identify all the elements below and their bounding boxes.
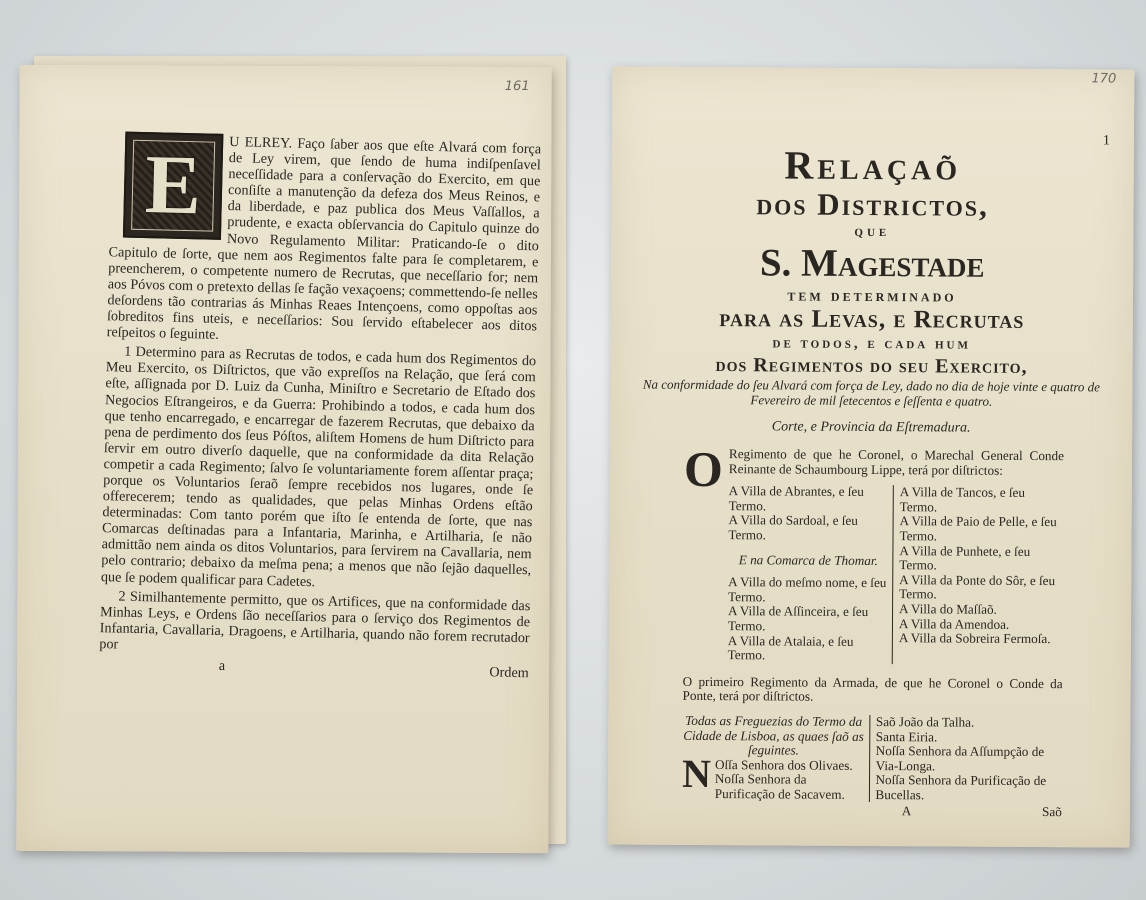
district-columns-1 xyxy=(728,484,1064,665)
large-initial: N xyxy=(681,750,712,796)
title-line-4: S. Magestade xyxy=(759,241,985,286)
catchword: Ordem xyxy=(489,664,529,682)
subheading: E na Comarca de Thomar. xyxy=(738,551,878,568)
list-item: Noſſa Senhora da Purificação de Bucellas. xyxy=(875,772,1047,803)
district-column-left xyxy=(682,714,869,803)
section-heading: Corte, e Provincia da Eſtremadura. xyxy=(771,419,971,436)
page-number: 1 xyxy=(1102,133,1110,149)
district-columns-2 xyxy=(682,714,1063,804)
title-line-6: para as Levas, e Recrutas xyxy=(719,305,1025,334)
signature-mark: a xyxy=(218,657,226,675)
list-item: A Villa de Abrantes, e ſeu Termo. xyxy=(728,483,864,514)
catchword: Saõ xyxy=(1042,804,1062,820)
second-regiment: O primeiro Regimento da Armada, de que he Coronel o Conde da Ponte, terá por diſtrictos. xyxy=(682,673,1063,704)
initial-letter: E xyxy=(144,138,203,233)
list-item: A Villa de Paio de Pelle, e ſeu Termo. xyxy=(899,513,1057,544)
district-column-right xyxy=(892,485,1064,665)
left-page-text xyxy=(99,131,542,681)
ornamental-initial xyxy=(123,132,223,240)
list-item: A Villa do meſmo nome, e ſeu Termo. xyxy=(728,574,887,605)
column-heading: Todas as Freguezias do Termo da Cidade de Lisboa, as quaes ſaõ as ſeguintes. xyxy=(683,712,864,758)
paragraph-2: 2 Similhantemente permitto, que os Artifices, que na conformidade das Minhas Leys, e Ordens ſão neceſſarios para o ſerviço dos Regimentos de Infantaria, Cavallaria, Dragoens, e Artilharia, quando não forem recrutador por xyxy=(99,588,531,653)
list-item: Saõ João da Talha. xyxy=(875,713,975,730)
list-item: A Villa de Aſſinceira, e ſeu Termo. xyxy=(727,603,869,634)
folio-number: 170 xyxy=(1091,71,1117,87)
folio-number: 161 xyxy=(504,78,530,95)
catchword-line xyxy=(682,803,1062,820)
title-line-7: de todos, e cada hum xyxy=(772,335,971,353)
title-line-3: que xyxy=(854,223,891,241)
first-regiment xyxy=(683,440,1065,498)
subtitle: Na conformidade do ſeu Alvará com força de Ley, dado no dia de hoje vinte e quatro de Fevereiro de mil ſetecentos e ſeſſenta e quatro. xyxy=(642,376,1101,409)
list-item: A Villa de Atalaia, e ſeu Termo. xyxy=(727,632,854,663)
title-line-8: dos Regimentos do seu Exercito, xyxy=(715,354,1028,378)
list-item: A Villa da Ponte do Sôr, e ſeu Termo. xyxy=(899,571,1056,602)
title-line-1: Relaçaõ xyxy=(784,142,962,189)
list-item: Noſſa Senhora da Aſſumpção de Via-Longa. xyxy=(875,743,1045,774)
signature-mark: A xyxy=(901,803,912,819)
large-initial: O xyxy=(683,440,724,498)
title-block xyxy=(610,142,1134,437)
list-item: Santa Eiria. xyxy=(875,728,938,744)
list-item: A Villa do Sardoal, e ſeu Termo. xyxy=(728,512,858,543)
title-line-2: dos Districtos, xyxy=(756,186,989,223)
first-regiment-text: Regimento de que he Coronel, o Marechal General Conde Reinante de Schaumbourg Lippe, terá por diſtrictos: xyxy=(728,446,1065,478)
opening-paragraph: U ELREY. Faço ſaber aos que eſte Alvará com força de Ley virem, que ſendo de huma indiſpenſavel neceſſidade para a conſervação do Exercito, em que conſiſte a manutenção da defeza dos Meus Reinos, e da liberdade, e paz publica dos Meus Vaſſallos, a prudente, e exacta obſervancia do Capitulo quinze do Novo Regulamento Militar: Praticando-ſe o dito Capitulo de ſorte, que nem aos Regimentos falte para ſe completarem, e preencherem, o competente numero de Recrutas, que neceſſario for; nem aos Póvos com o pretexto dellas ſe fação vexaçoens; commettendo-ſe nelles deſordens tão contrarias ás Minhas Reaes Intençoens, como oppoſtas aos ſobreditos fins uteis, e neceſſarios: Sou ſervido eſtabelecer aos ditos reſpeitos o ſeguinte. xyxy=(106,134,542,343)
list-item: A Villa de Punhete, e ſeu Termo. xyxy=(899,542,1031,573)
district-column-left xyxy=(728,484,893,664)
districts-body xyxy=(681,440,1065,820)
list-item-text: Oſſa Senhora dos Olivaes. xyxy=(714,756,853,773)
list-item: A Villa de Tancos, e ſeu Termo. xyxy=(899,484,1026,515)
district-column-right xyxy=(868,715,1062,804)
list-item: A Villa do Maſſaõ. xyxy=(898,601,997,617)
right-page xyxy=(608,66,1135,847)
title-line-5: tem determinado xyxy=(787,285,957,306)
list-item: A Villa da Amendoa. xyxy=(898,615,1010,632)
list-item: Noſſa Senhora da Purificação de Sacavem. xyxy=(714,771,845,802)
left-page xyxy=(16,65,551,853)
paragraph-1: 1 Determino para as Recrutas de todos, e cada hum dos Regimentos do Meu Exercito, os Diſtrictos, que vão expreſſos na Relação, que ſerá com eſte, aſſignada por D. Luiz da Cunha, Miniſtro e Secretario de Eſtado dos Negocios Eſtrangeiros, e da Guerra: Prohibindo a todos, e cada hum dos que tenho encarregado, e encarregar de fazerem Recrutas, que debaixo da pena de perdimento dos ſeus Póſtos, aliſtem Homens de hum Diſtricto para ſervir em outro diverſo daquelle, que na conformidade da dita Relação competir a cada Regimento; ſalvo ſe voluntariamente forem aſſentar praça; porque os Voluntarios ſeraõ ſempre recebidos nos lugares, onde ſe offerecerem; tendo as qualidades, que pelas Minhas Ordens eſtão determinadas: Com tanto porém que iſto ſe entenda de ſorte, que nas Comarcas deſtinadas para a Infantaria, Marinha, e Artilharia, ſe não admittão nem ainda os ditos Voluntarios, para ſervirem na Cavallaria, nem pelo contrario; debaixo da meſma pena; a menos que não ſejão daquelles, que ſe podem qualificar para Cadetes. xyxy=(100,343,537,590)
list-item: A Villa da Sobreira Fermoſa. xyxy=(898,630,1051,647)
